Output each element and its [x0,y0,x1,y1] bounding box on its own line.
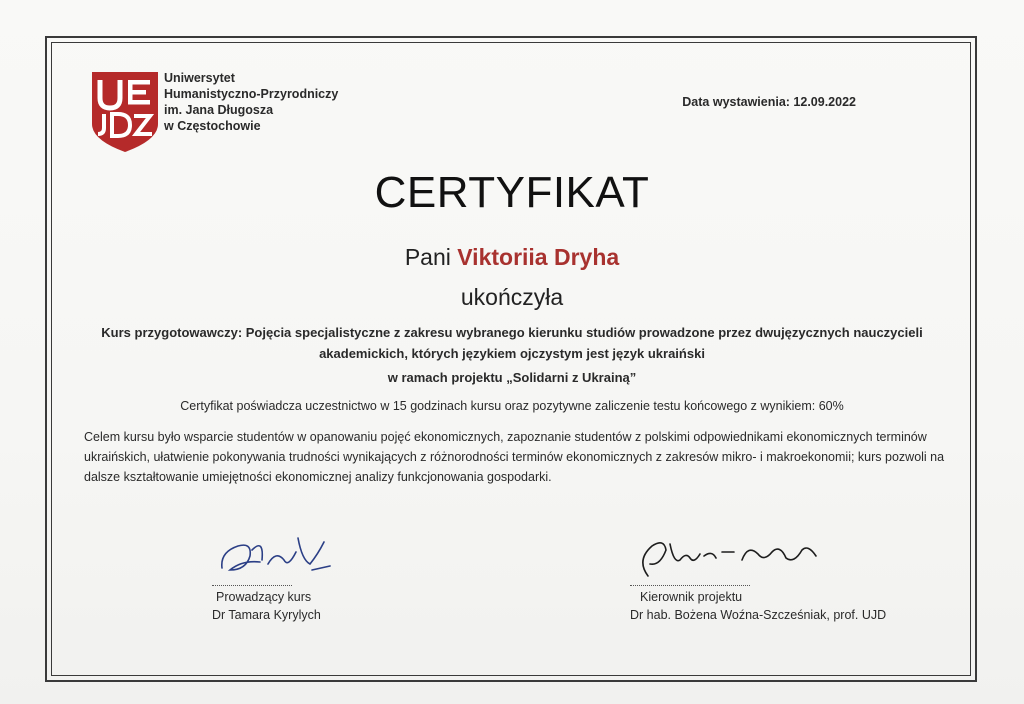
instructor-role: Prowadzący kurs [216,590,312,604]
university-logo [90,70,160,154]
recipient-name: Viktoriia Dryha [457,244,620,270]
goal-line: dalsze kształtowanie umiejętności ekonomicznej analizy funkcjonowania gospodarki. [84,470,552,484]
course-goal [84,427,954,487]
manager-name: Dr hab. Bożena Woźna-Szcześniak, prof. UJD [630,608,887,622]
university-name [164,70,338,134]
course-line: akademickich, których językiem ojczystym jest język ukraiński [319,346,705,361]
completed-label: ukończyła [460,284,564,310]
goal-line: ukraińskich, ułatwienie pokonywania trudności wynikających z różnorodności terminów ekonomicznych z zakresów mikro- i makroekonomii; kurs pozwoli na [84,450,945,464]
signature-instructor-image [212,530,342,580]
recipient-line [0,244,1024,271]
recipient-salutation: Pani [404,244,451,270]
attestation-text: Certyfikat poświadcza uczestnictwo w 15 godzinach kursu oraz pozytywne zaliczenie testu końcowego z wynikiem: 60% [180,399,844,413]
university-name-line: w Częstochowie [164,119,261,133]
university-name-line: Uniwersytet [164,71,235,85]
course-description [90,322,934,364]
signature-line-right [630,585,750,586]
university-name-line: im. Jana Długosza [164,103,274,117]
signature-manager-image [630,530,840,580]
instructor-name: Dr Tamara Kyrylych [212,608,321,622]
course-line: Kurs przygotowawczy: Pojęcia specjalistyczne z zakresu wybranego kierunku studiów prowadzone przez dwujęzycznych nauczycieli [101,325,923,340]
project-name: w ramach projektu „Solidarni z Ukrainą” [387,370,637,385]
signature-block-manager [630,530,930,624]
issue-date: Data wystawienia: 12.09.2022 [682,95,856,109]
certificate-title: CERTYFIKAT [374,168,650,217]
manager-role: Kierownik projektu [640,590,743,604]
goal-line: Celem kursu było wsparcie studentów w opanowaniu pojęć ekonomicznych, zapoznanie studentów z polskimi odpowiednikami ekonomicznych terminów [84,430,927,444]
signature-block-instructor [212,530,392,624]
signature-line-left [212,585,292,586]
university-name-line: Humanistyczno-Przyrodniczy [164,87,339,101]
